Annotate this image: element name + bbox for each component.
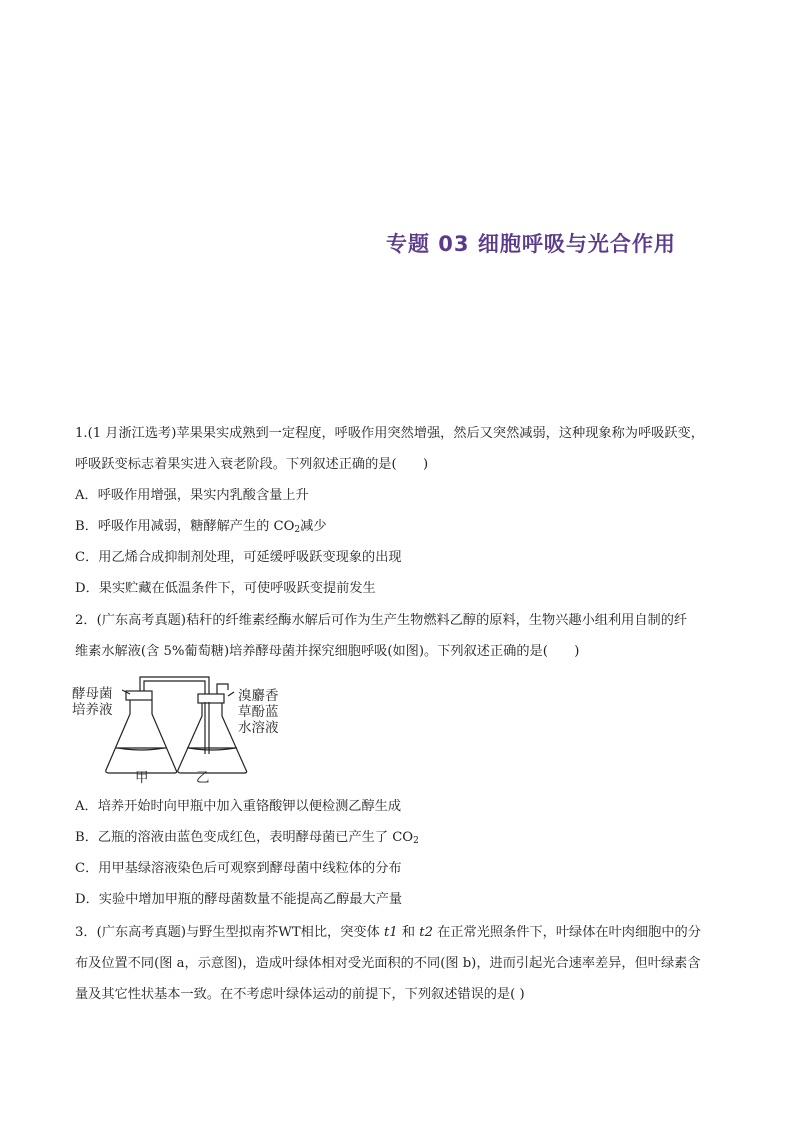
q3-stem-line-1: 3．(广东高考真题)与野生型拟南芥WT相比，突变体 t1 和 t2 在正常光照条件下，叶绿体在叶肉细胞中的分 bbox=[75, 925, 701, 940]
q1-option-c: C．用乙烯合成抑制剂处理，可延缓呼吸跃变现象的出现 bbox=[75, 550, 402, 565]
q1-option-a: A．呼吸作用增强，果实内乳酸含量上升 bbox=[75, 488, 309, 503]
page-title: 专题 03 细胞呼吸与光合作用 bbox=[386, 232, 676, 256]
flask-jia bbox=[106, 691, 177, 773]
q2-option-c: C．用甲基绿溶液染色后可观察到酵母菌中线粒体的分布 bbox=[75, 861, 402, 876]
q2-option-a: A．培养开始时向甲瓶中加入重铬酸钾以便检测乙醇生成 bbox=[75, 799, 402, 814]
q1-option-b: B．呼吸作用减弱，糖酵解产生的 $CO_2$减少 bbox=[75, 519, 327, 535]
q3-stem-line-2: 布及位置不同(图 a，示意图)，造成叶绿体相对受光面积的不同(图 b)，进而引起光合速率差异，但叶绿素含 bbox=[75, 956, 701, 971]
outlet-tube bbox=[217, 684, 228, 694]
q2-stem-line-2: 维素水解液(含 5%葡萄糖)培养酵母菌并探究细胞呼吸(如图)。下列叙述正确的是( ) bbox=[75, 644, 580, 659]
label-bromothymol-blue: 溴麝香 草酚蓝 水溶液 bbox=[238, 688, 279, 736]
stopper-jia bbox=[126, 691, 152, 700]
label-flask-jia: 甲 bbox=[135, 770, 149, 786]
flask-apparatus-figure bbox=[72, 672, 298, 790]
q3-stem-line-3: 量及其它性状基本一致。在不考虑叶绿体运动的前提下，下列叙述错误的是( ) bbox=[75, 987, 525, 1002]
label-flask-yi: 乙 bbox=[196, 770, 210, 786]
q2-stem-line-1: 2．(广东高考真题)秸秆的纤维素经酶水解后可作为生产生物燃料乙醇的原料，生物兴趣小组利用自制的纤 bbox=[75, 613, 688, 628]
q1-stem-line-2: 呼吸跃变标志着果实进入衰老阶段。下列叙述正确的是( ) bbox=[75, 457, 429, 472]
stopper-yi bbox=[198, 694, 224, 703]
q1-option-d: D．果实贮藏在低温条件下，可使呼吸跃变提前发生 bbox=[75, 581, 376, 596]
q2-option-d: D．实验中增加甲瓶的酵母菌数量不能提高乙醇最大产量 bbox=[75, 892, 403, 907]
q1-stem-line-1: 1.(1 月浙江选考)苹果果实成熟到一定程度，呼吸作用突然增强，然后又突然减弱，这种现象称为呼吸跃变， bbox=[75, 426, 704, 441]
flask-yi bbox=[178, 694, 247, 773]
q2-option-b: B．乙瓶的溶液由蓝色变成红色，表明酵母菌已产生了 $CO_2$ bbox=[75, 830, 419, 846]
label-yeast-culture: 酵母菌 培养液 bbox=[72, 686, 113, 718]
